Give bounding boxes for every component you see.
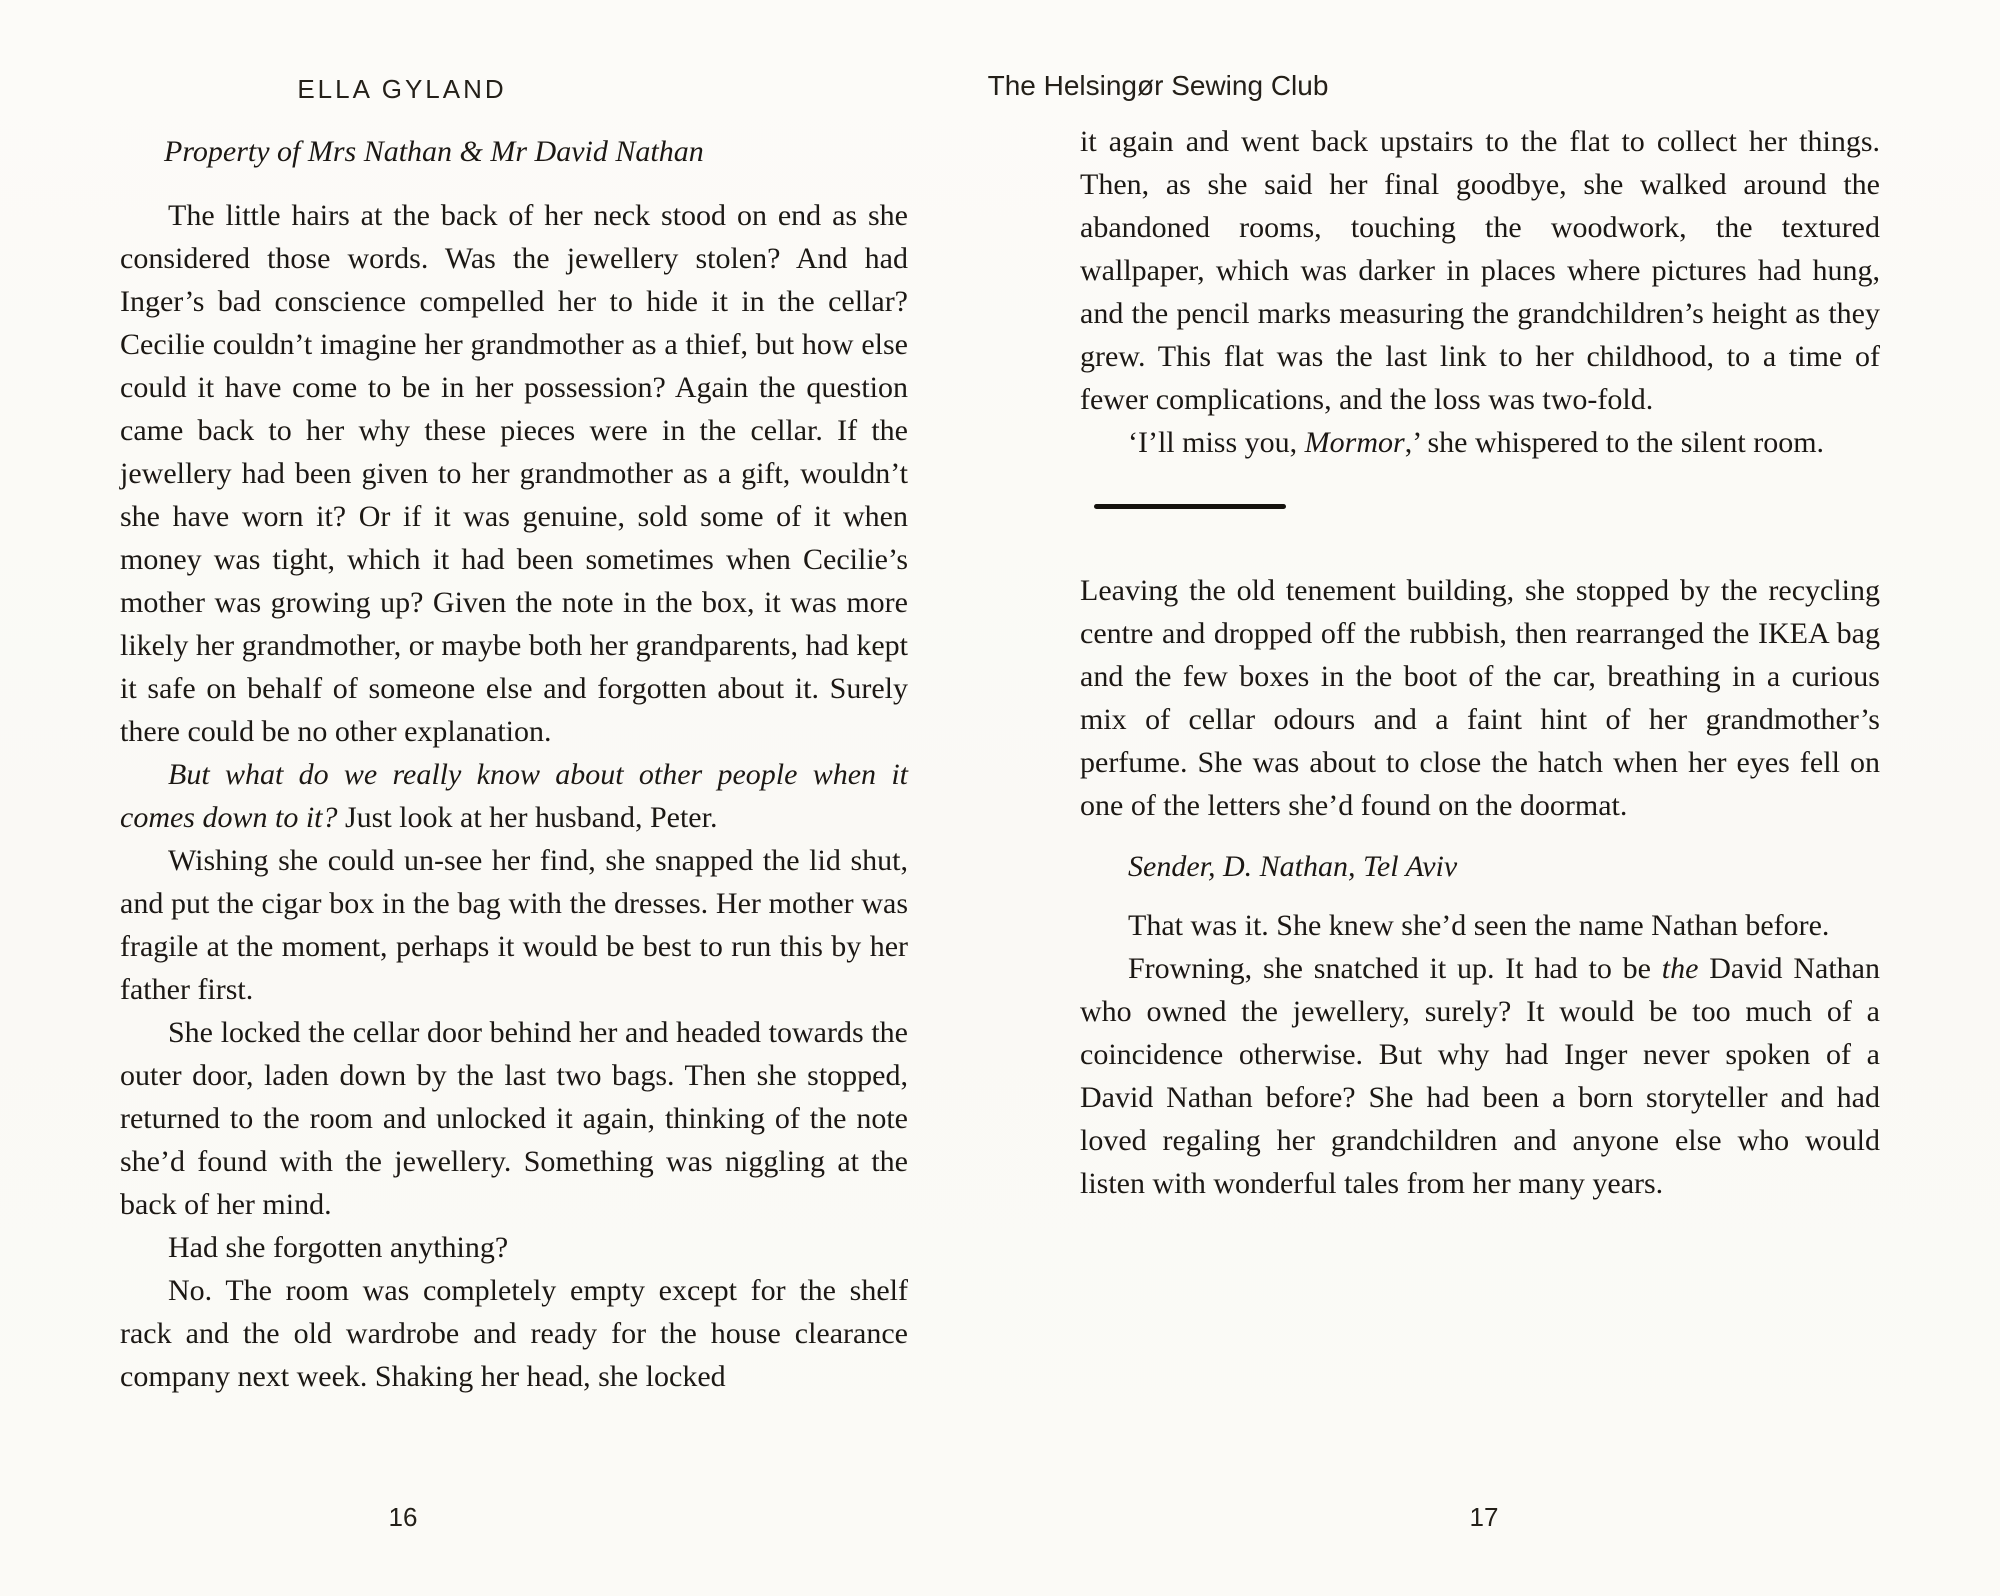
text-segment: ,’ she whispered to the silent room. [1404, 426, 1825, 459]
right-folio: 17 [1469, 1502, 1499, 1532]
paragraph-wishing: Wishing she could un-see her find, she snapped the lid shut, and put the cigar box in the bag with the dresses. Her mother was fragile at the moment, perhaps it would be best to run this by her father first. [120, 844, 908, 1006]
text-segment: Frowning, she snatched it up. It had to be [1128, 952, 1662, 985]
paragraph-really-know [120, 753, 908, 839]
left-running-head: ELLA GYLAND [297, 74, 507, 104]
paragraph-little-hairs: The little hairs at the back of her neck stood on end as she considered those words. Was the jewellery stolen? And had Inger’s bad conscience compelled her to hide it in the cellar? Cecilie couldn’t imagine her grandmother as a thief, but how else could it have come to be in her possession? Again the question came back to her why these pieces were in the cellar. If the jewellery had been given to her grandmother as a gift, wouldn’t she have worn it? Or if it was genuine, sold some of it when money was tight, which it had been sometimes when Cecilie’s mother was growing up? Given the note in the box, it was more likely her grandmother, or maybe both her grandparents, had kept it safe on behalf of someone else and forgotten about it. Surely there could be no other explanation. [120, 199, 908, 748]
epigraph-line: Property of Mrs Nathan & Mr David Nathan [164, 135, 704, 168]
paragraph-miss-you [1080, 421, 1880, 464]
text-segment: ‘I’ll miss you, [1128, 426, 1305, 459]
italic-segment: But what do we really know about other people when it comes down to it? [120, 758, 908, 834]
paragraph-frowning [1080, 947, 1880, 1205]
right-running-head: The Helsingør Sewing Club [987, 70, 1329, 101]
text-segment: Just look at her husband, Peter. [337, 801, 718, 834]
right-page-body [1080, 120, 1880, 1205]
left-folio: 16 [388, 1502, 418, 1532]
paragraph-that-was-it: That was it. She knew she’d seen the name Nathan before. [1128, 909, 1830, 942]
paragraph-it-again: it again and went back upstairs to the flat to collect her things. Then, as she said her final goodbye, she walked around the abandoned rooms, touching the woodwork, the textured wallpaper, which was darker in places where pictures had hung, and the pencil marks measuring the grandchildren’s height as they grew. This flat was the last link to her childhood, to a time of fewer complications, and the loss was two-fold. [1080, 125, 1880, 416]
italic-segment: the [1661, 952, 1699, 985]
scene-break-divider [1094, 504, 1286, 509]
left-page-body [120, 130, 908, 1398]
paragraph-locked-cellar: She locked the cellar door behind her and headed towards the outer door, laden down by the last two bags. Then she stopped, returned to the room and unlocked it again, thinking of the note she’d found with the jewellery. Something was niggling at the back of her mind. [120, 1016, 908, 1221]
paragraph-forgotten: Had she forgotten anything? [168, 1231, 509, 1264]
paragraph-empty-room: No. The room was completely empty except for the shelf rack and the old wardrobe and ready for the house clearance company next week. Shaking her head, she locked [120, 1274, 908, 1393]
italic-segment: Mormor [1304, 426, 1405, 459]
paragraph-leaving: Leaving the old tenement building, she stopped by the recycling centre and dropped off the rubbish, then rearranged the IKEA bag and the few boxes in the boot of the car, breathing in a curious mix of cellar odours and a faint hint of her grandmother’s perfume. She was about to close the hatch when her eyes fell on one of the letters she’d found on the doormat. [1080, 574, 1880, 822]
sender-line: Sender, D. Nathan, Tel Aviv [1128, 850, 1458, 883]
text-segment: David Nathan who owned the jewellery, surely? It would be too much of a coincidence otherwise. But why had Inger never spoken of a David Nathan before? She had been a born storyteller and had loved regaling her grandchildren and anyone else who would listen with wonderful tales from her many years. [1080, 952, 1880, 1200]
